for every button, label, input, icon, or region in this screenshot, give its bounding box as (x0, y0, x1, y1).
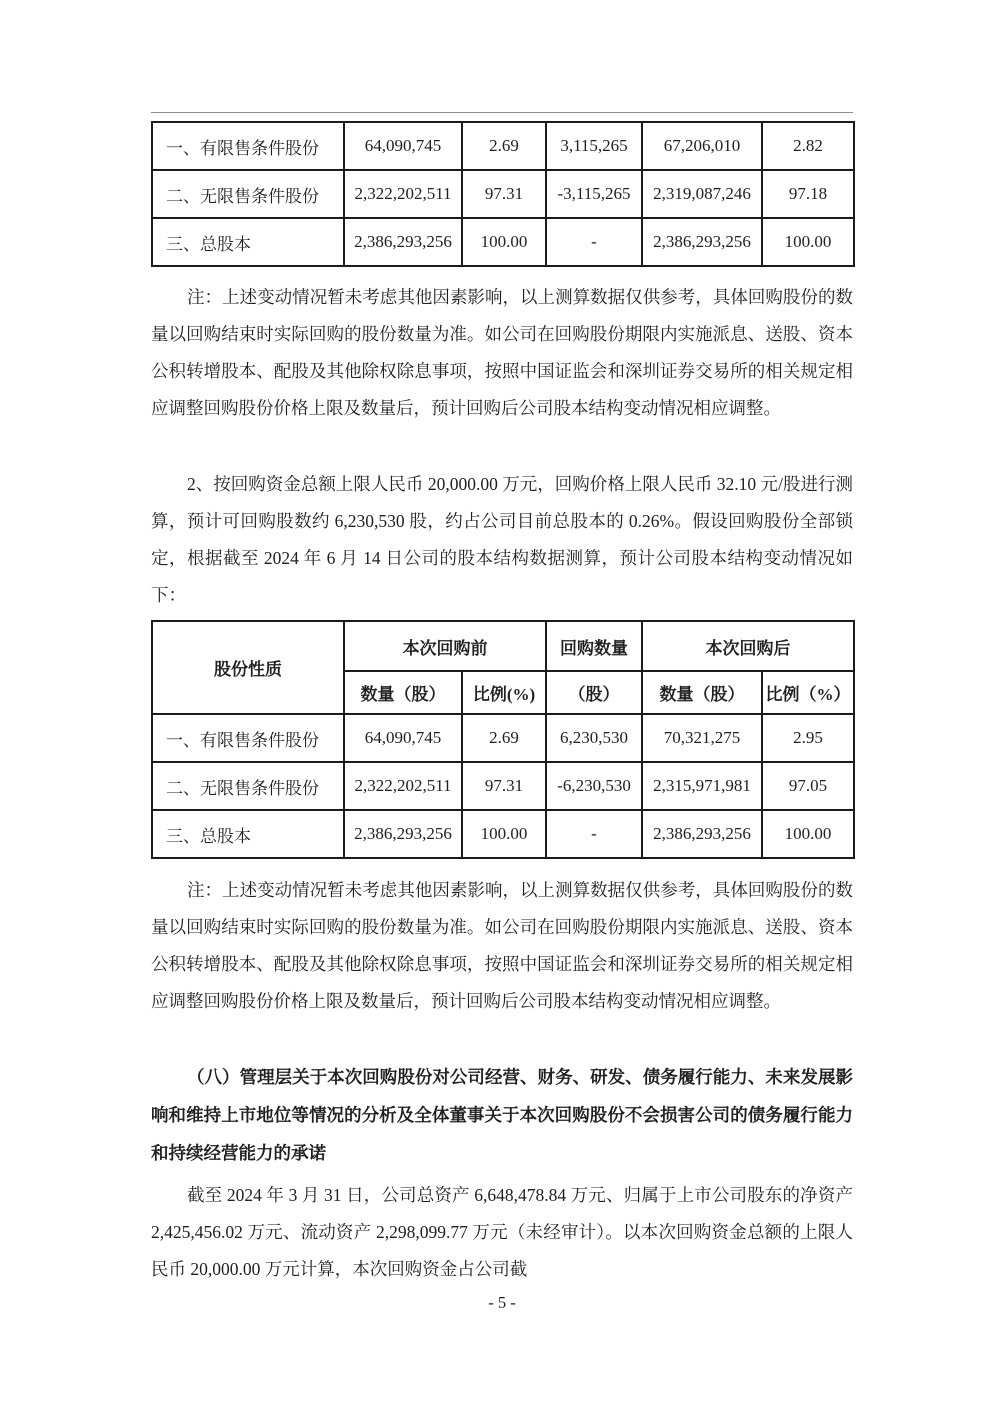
post-ratio-cell: 97.18 (762, 170, 854, 218)
note-paragraph-2: 注：上述变动情况暂未考虑其他因素影响，以上测算数据仅供参考，具体回购股份的数量以回购结束时实际回购的股份数量为准。如公司在回购股份期限内实施派息、送股、资本公积转增股本、配股及其他除权除息事项，按照中国证监会和深圳证券交易所的相关规定相应调整回购股份价格上限及数量后，预计回购后公司股本结构变动情况相应调整。 (151, 880, 853, 1011)
row-label: 一、有限售条件股份 (152, 122, 344, 170)
pre-ratio-cell: 2.69 (462, 122, 546, 170)
table-continuation-divider (151, 112, 853, 113)
header-before-buyback: 本次回购前 (344, 621, 546, 671)
change-quantity-cell: - (546, 218, 642, 266)
table-row (152, 714, 854, 762)
header-quantity-shares-pre: 数量（股） (344, 671, 462, 714)
post-quantity-cell: 2,315,971,981 (642, 762, 762, 810)
financial-summary-paragraph: 截至 2024 年 3 月 31 日，公司总资产 6,648,478.84 万元、归属于上市公司股东的净资产 2,425,456.02 万元、流动资产 2,298,099.77 万元（未经审计）。以本次回购资金总额的上限人民币 20,000.00 万元计算，本次回购资金占公司截 (151, 1185, 853, 1279)
pre-ratio-cell: 2.69 (462, 714, 546, 762)
header-after-buyback: 本次回购后 (642, 621, 854, 671)
post-ratio-cell: 2.95 (762, 714, 854, 762)
pre-quantity-cell: 64,090,745 (344, 122, 462, 170)
row-label: 二、无限售条件股份 (152, 762, 344, 810)
change-quantity-cell: 6,230,530 (546, 714, 642, 762)
note-paragraph-1: 注：上述变动情况暂未考虑其他因素影响，以上测算数据仅供参考，具体回购股份的数量以回购结束时实际回购的股份数量为准。如公司在回购股份期限内实施派息、送股、资本公积转增股本、配股及其他除权除息事项，按照中国证监会和深圳证券交易所的相关规定相应调整回购股份价格上限及数量后，预计回购后公司股本结构变动情况相应调整。 (151, 287, 853, 418)
share-structure-table-scenario2 (151, 620, 855, 859)
change-quantity-cell: 3,115,265 (546, 122, 642, 170)
row-label: 二、无限售条件股份 (152, 170, 344, 218)
table-row (152, 122, 854, 170)
pre-quantity-cell: 64,090,745 (344, 714, 462, 762)
post-ratio-cell: 100.00 (762, 218, 854, 266)
header-ratio-post: 比例（%） (762, 671, 854, 714)
table-row (152, 762, 854, 810)
post-quantity-cell: 70,321,275 (642, 714, 762, 762)
header-shares-unit: （股） (546, 671, 642, 714)
pre-quantity-cell: 2,386,293,256 (344, 218, 462, 266)
row-label: 三、总股本 (152, 218, 344, 266)
table-row (152, 170, 854, 218)
pre-quantity-cell: 2,322,202,511 (344, 762, 462, 810)
page-number: - 5 - (488, 1293, 516, 1312)
share-structure-table-scenario1 (151, 121, 855, 267)
pre-ratio-cell: 97.31 (462, 170, 546, 218)
change-quantity-cell: -3,115,265 (546, 170, 642, 218)
pre-quantity-cell: 2,386,293,256 (344, 810, 462, 858)
header-share-nature: 股份性质 (152, 621, 344, 714)
post-ratio-cell: 100.00 (762, 810, 854, 858)
table-row (152, 218, 854, 266)
pre-ratio-cell: 97.31 (462, 762, 546, 810)
row-label: 一、有限售条件股份 (152, 714, 344, 762)
post-quantity-cell: 2,386,293,256 (642, 810, 762, 858)
header-buyback-quantity: 回购数量 (546, 621, 642, 671)
row-label: 三、总股本 (152, 810, 344, 858)
post-ratio-cell: 97.05 (762, 762, 854, 810)
post-quantity-cell: 2,386,293,256 (642, 218, 762, 266)
section-heading-8: （八）管理层关于本次回购股份对公司经营、财务、研发、债务履行能力、未来发展影响和维持上市地位等情况的分析及全体董事关于本次回购股份不会损害公司的债务履行能力和持续经营能力的承诺 (151, 1067, 853, 1163)
table-header-row-1 (152, 621, 854, 671)
calculation-paragraph-2: 2、按回购资金总额上限人民币 20,000.00 万元，回购价格上限人民币 32.10 元/股进行测算，预计可回购股数约 6,230,530 股，约占公司目前总股本的 0.26%。假设回购股份全部锁定，根据截至 2024 年 6 月 14 日公司的股本结构数据测算，预计公司股本结构变动情况如下： (151, 474, 853, 605)
header-quantity-shares-post: 数量（股） (642, 671, 762, 714)
post-quantity-cell: 2,319,087,246 (642, 170, 762, 218)
pre-ratio-cell: 100.00 (462, 810, 546, 858)
header-ratio-pre: 比例(%) (462, 671, 546, 714)
post-quantity-cell: 67,206,010 (642, 122, 762, 170)
pre-quantity-cell: 2,322,202,511 (344, 170, 462, 218)
table-row (152, 810, 854, 858)
change-quantity-cell: - (546, 810, 642, 858)
change-quantity-cell: -6,230,530 (546, 762, 642, 810)
post-ratio-cell: 2.82 (762, 122, 854, 170)
pre-ratio-cell: 100.00 (462, 218, 546, 266)
